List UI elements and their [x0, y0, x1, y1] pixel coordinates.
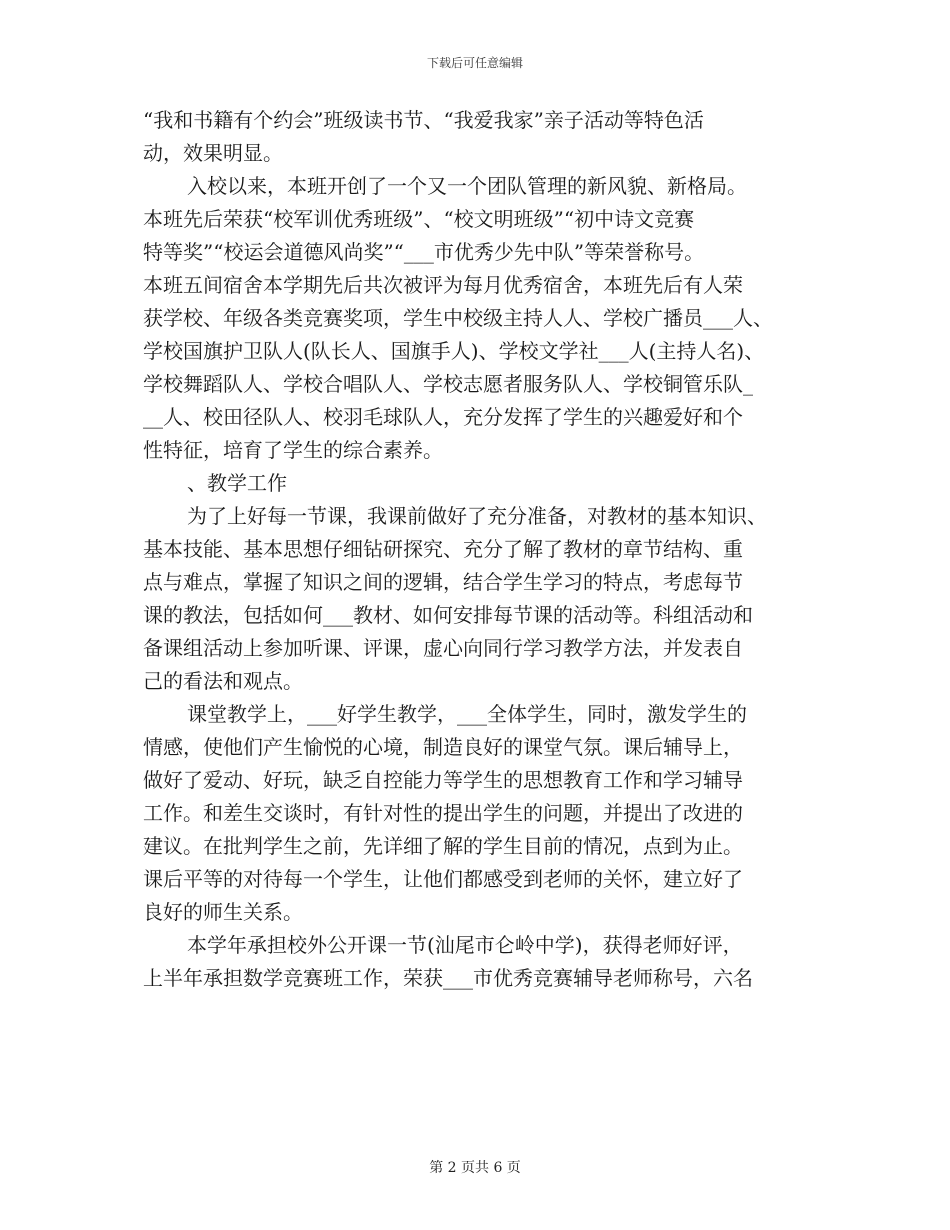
text-line: 良好的师生关系。 [143, 900, 303, 924]
text-line: 课的教法，包括如何___教材、如何安排每节课的活动等。科组活动和 [143, 603, 753, 627]
text-line: 学校舞蹈队人、学校合唱队人、学校志愿者服务队人、学校铜管乐队_ [143, 372, 753, 396]
text-line: 点与难点，掌握了知识之间的逻辑，结合学生学习的特点，考虑每节 [143, 570, 743, 594]
text-line: “我和书籍有个约会”班级读书节、“我爱我家”亲子活动等特色活 [143, 108, 704, 132]
text-line: 情感，使他们产生愉悦的心境，制造良好的课堂气氛。课后辅导上， [143, 735, 743, 759]
text-line: 本班五间宿舍本学期先后共次被评为每月优秀宿舍，本班先后有人荣 [143, 273, 743, 297]
paragraph-start-line: 为了上好每一节课，我课前做好了充分准备，对教材的基本知识、 [187, 504, 767, 528]
text-line: 建议。在批判学生之前，先详细了解的学生目前的情况，点到为止。 [143, 834, 743, 858]
section-heading: 、教学工作 [187, 471, 287, 495]
page-header: 下载后可任意编辑 [426, 56, 523, 70]
text-line: 做好了爱动、好玩，缺乏自控能力等学生的思想教育工作和学习辅导 [143, 768, 743, 792]
text-line: __人、校田径队人、校羽毛球队人，充分发挥了学生的兴趣爱好和个 [143, 405, 743, 429]
text-line: 本班先后荣获“校军训优秀班级”、“校文明班级”“初中诗文竞赛 [143, 207, 695, 231]
text-line: 获学校、年级各类竞赛奖项，学生中校级主持人人、学校广播员___人、 [143, 306, 773, 330]
text-line: 上半年承担数学竞赛班工作，荣获___市优秀竞赛辅导老师称号，六名 [143, 966, 753, 990]
text-line: 课后平等的对待每一个学生，让他们都感受到老师的关怀，建立好了 [143, 867, 743, 891]
text-line: 动，效果明显。 [143, 141, 283, 165]
document-body [143, 104, 813, 995]
text-line: 基本技能、基本思想仔细钻研探究、充分了解了教材的章节结构、重 [143, 537, 743, 561]
text-line: 学校国旗护卫队人(队长人、国旗手人)、学校文学社___人(主持人名)、 [143, 339, 765, 363]
page-footer: 第 2 页共 6 页 [429, 1160, 521, 1176]
text-line: 己的看法和观点。 [143, 669, 303, 693]
text-line: 特等奖”“校运会道德风尚奖”“___市优秀少先中队”等荣誉称号。 [143, 240, 705, 264]
text-line: 性特征，培育了学生的综合素养。 [143, 438, 443, 462]
paragraph-start-line: 课堂教学上，___好学生教学，___全体学生，同时，激发学生的 [187, 702, 747, 726]
text-line: 工作。和差生交谈时，有针对性的提出学生的问题，并提出了改进的 [143, 801, 743, 825]
paragraph-start-line: 本学年承担校外公开课一节(汕尾市仑岭中学)，获得老师好评， [187, 933, 743, 957]
text-line: 备课组活动上参加听课、评课，虚心向同行学习教学方法，并发表自 [143, 636, 743, 660]
paragraph-start-line: 入校以来，本班开创了一个又一个团队管理的新风貌、新格局。 [187, 174, 747, 198]
